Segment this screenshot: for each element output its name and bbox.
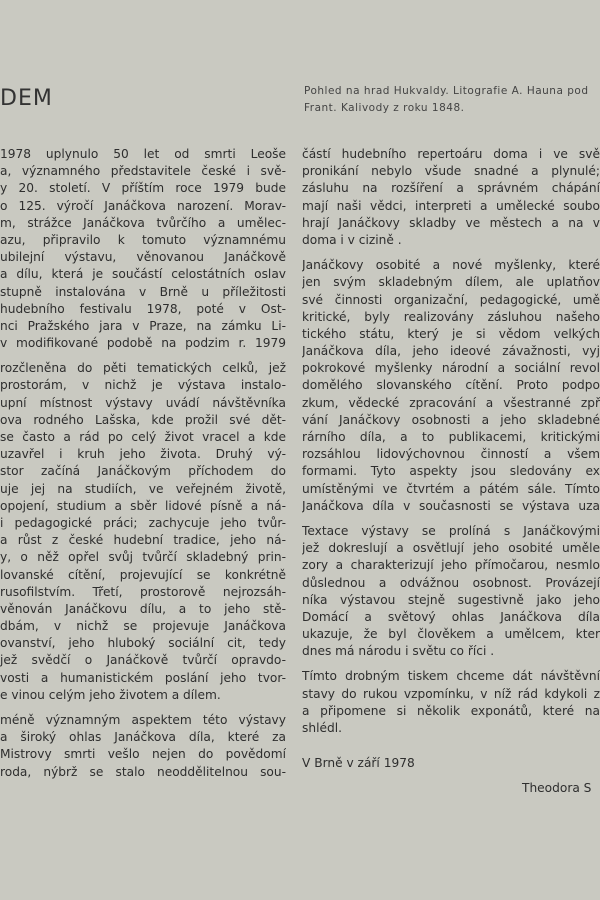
text-line: hrají Janáčkovy skladby ve městech a na v [302, 215, 600, 230]
text-line: dnes má národu i světu co říci . [302, 644, 495, 659]
text-line: hudebního festivalu 1978, poté v Ost- [0, 301, 286, 316]
text-line: stupně instalována v Brně u příležitosti [0, 284, 286, 299]
text-line: vání Janáčkovy osobnosti a jeho skladebné [302, 412, 600, 427]
text-line: zkum, vědecké zpracování a všestranné zpř [302, 395, 600, 410]
text-line: a růst z české hudební tradice, jeho ná- [0, 533, 286, 548]
caption-line: Frant. Kalivody z roku 1848. [304, 102, 465, 115]
text-line: e vinou celým jeho životem a dílem. [0, 687, 221, 702]
text-line: rusofilstvím. Třetí, prostorově nejrozsáh- [0, 584, 286, 599]
text-line: azu, připravilo k tomuto významnému [0, 232, 286, 247]
text-line: doma i v cizině . [302, 232, 402, 247]
text-line: jen svým skladebným dílem, ale uplatňov [302, 275, 600, 290]
text-line: Janáčkova díla v současnosti se výstava uza [302, 498, 600, 513]
text-line: uzavřel i kruh jeho života. Druhý vý- [0, 447, 286, 462]
left-text-column [0, 146, 286, 781]
text-line: m, strážce Janáčkova tvůrčího a umělec- [0, 215, 286, 230]
text-line: vosti a humanistickém poslání jeho tvor- [0, 670, 286, 685]
text-line: y, o něž opřel svůj tvůrčí skladebný prin- [0, 550, 286, 565]
text-line: nci Pražského jara v Praze, na zámku Li- [0, 318, 286, 333]
text-line: tického státu, který je si vědom velkých [302, 326, 600, 341]
text-line: v modifikované podobě na podzim r. 1979 [0, 336, 286, 351]
text-line: Tímto drobným tiskem chceme dát návštěvní [302, 669, 600, 684]
text-line: y 20. století. V příštím roce 1979 bude [0, 181, 286, 196]
text-line: Domácí a světový ohlas Janáčkova díla [302, 609, 600, 624]
text-line: jež svědčí o Janáčkově tvůrčí opravdo- [0, 653, 286, 668]
text-line: Janáčkovy osobité a nové myšlenky, které [302, 258, 600, 273]
text-line: o 125. výročí Janáčkova narození. Morav- [0, 198, 286, 213]
place-date: V Brně v září 1978 [302, 756, 415, 771]
text-line: ukazuje, že byl člověkem a umělcem, kter [302, 627, 600, 642]
text-line: i pedagogické práci; zachycuje jeho tvůr- [0, 515, 286, 530]
text-line: Janáčkova díla, jeho ideové závažnosti, vyj [302, 344, 600, 359]
text-line: stavy do rukou vzpomínku, v níž rád kdykoli z [302, 686, 600, 701]
text-line: ovanství, jeho hluboký sociální cit, tedy [0, 636, 286, 651]
text-line: domělého slovanského cítění. Proto podpo [302, 378, 600, 393]
text-line: zory a charakterizují jeho přímočarou, nesmlo [302, 558, 600, 573]
text-line: níka výstavou stejně sugestivně jako jeho [302, 592, 600, 607]
text-line: své činnosti organizační, pedagogické, umě [302, 292, 600, 307]
signature: Theodora S [522, 781, 592, 796]
text-line: prostorám, v nichž je výstava instalo- [0, 378, 286, 393]
text-line: rozsáhlou lidovýchovnou činností a všem [302, 447, 600, 462]
text-line: a připomene si několik exponátů, které na [302, 703, 600, 718]
text-line: umístěnými ve čtvrtém a pátém sále. Tímto [302, 481, 600, 496]
text-line: stor začíná Janáčkovým příchodem do [0, 464, 286, 479]
text-line: částí hudebního repertoáru doma i ve svě [302, 147, 600, 161]
text-line: opojení, studium a sběr lidové písně a ná- [0, 498, 286, 513]
section-heading: DEM [0, 86, 53, 111]
text-line: se často a rád po celý život vracel a kde [0, 430, 286, 444]
text-line: Mistrovy smrti vešlo nejen do povědomí [0, 747, 286, 762]
text-line: rárního díla, a to publikacemi, kritickými [302, 430, 600, 444]
caption-line: Pohled na hrad Hukvaldy. Litografie A. Hauna pod [304, 85, 589, 97]
text-line: dbám, v nichž se projevuje Janáčkova [0, 619, 286, 634]
text-line: jež dokreslují a osvětlují jeho osobité uměle [302, 541, 600, 556]
text-line: a široký ohlas Janáčkova díla, které za [0, 730, 286, 745]
illustration-caption [304, 84, 600, 118]
text-line: pokrokové myšlenky národní a sociální revol [302, 361, 600, 376]
text-line: 1978 uplynulo 50 let od smrti Leoše [0, 147, 286, 161]
text-line: a dílu, která je součástí celostátních oslav [0, 267, 286, 282]
right-text-column [302, 146, 600, 798]
text-line: ubilejní výstavu, věnovanou Janáčkově [0, 250, 286, 265]
text-line: upní místnost výstavy uvádí návštěvníka [0, 395, 286, 410]
text-line: Textace výstavy se prolíná s Janáčkovými [302, 523, 600, 538]
text-line: a, významného představitele české i svě- [0, 164, 286, 179]
text-line: uje jej na studiích, ve veřejném životě, [0, 481, 286, 496]
text-line: mají naši vědci, interpreti a umělecké soubo [302, 198, 600, 213]
text-line: méně významným aspektem této výstavy [0, 713, 286, 727]
text-line: zásluhu na rozšíření a správném chápání [302, 181, 600, 196]
text-line: lovanské cítění, projevující se konkrétně [0, 567, 286, 582]
text-line: pronikání nebylo všude snadné a plynulé; [302, 164, 600, 179]
text-line: formami. Tyto aspekty jsou sledovány ex [302, 464, 600, 479]
text-line: ova rodného Lašska, kde prožil své dět- [0, 412, 286, 427]
text-line: shlédl. [302, 721, 342, 735]
text-line: věnován Janáčkovu dílu, a to jeho stě- [0, 601, 286, 616]
text-line: kritické, byly realizovány zásluhou našeho [302, 309, 600, 324]
text-line: rozčleněna do pěti tematických celků, jež [0, 361, 286, 376]
text-line: důslednou a odvážnou osobnost. Provázejí [302, 575, 600, 590]
text-line: roda, nýbrž se stalo neoddělitelnou sou- [0, 764, 286, 779]
